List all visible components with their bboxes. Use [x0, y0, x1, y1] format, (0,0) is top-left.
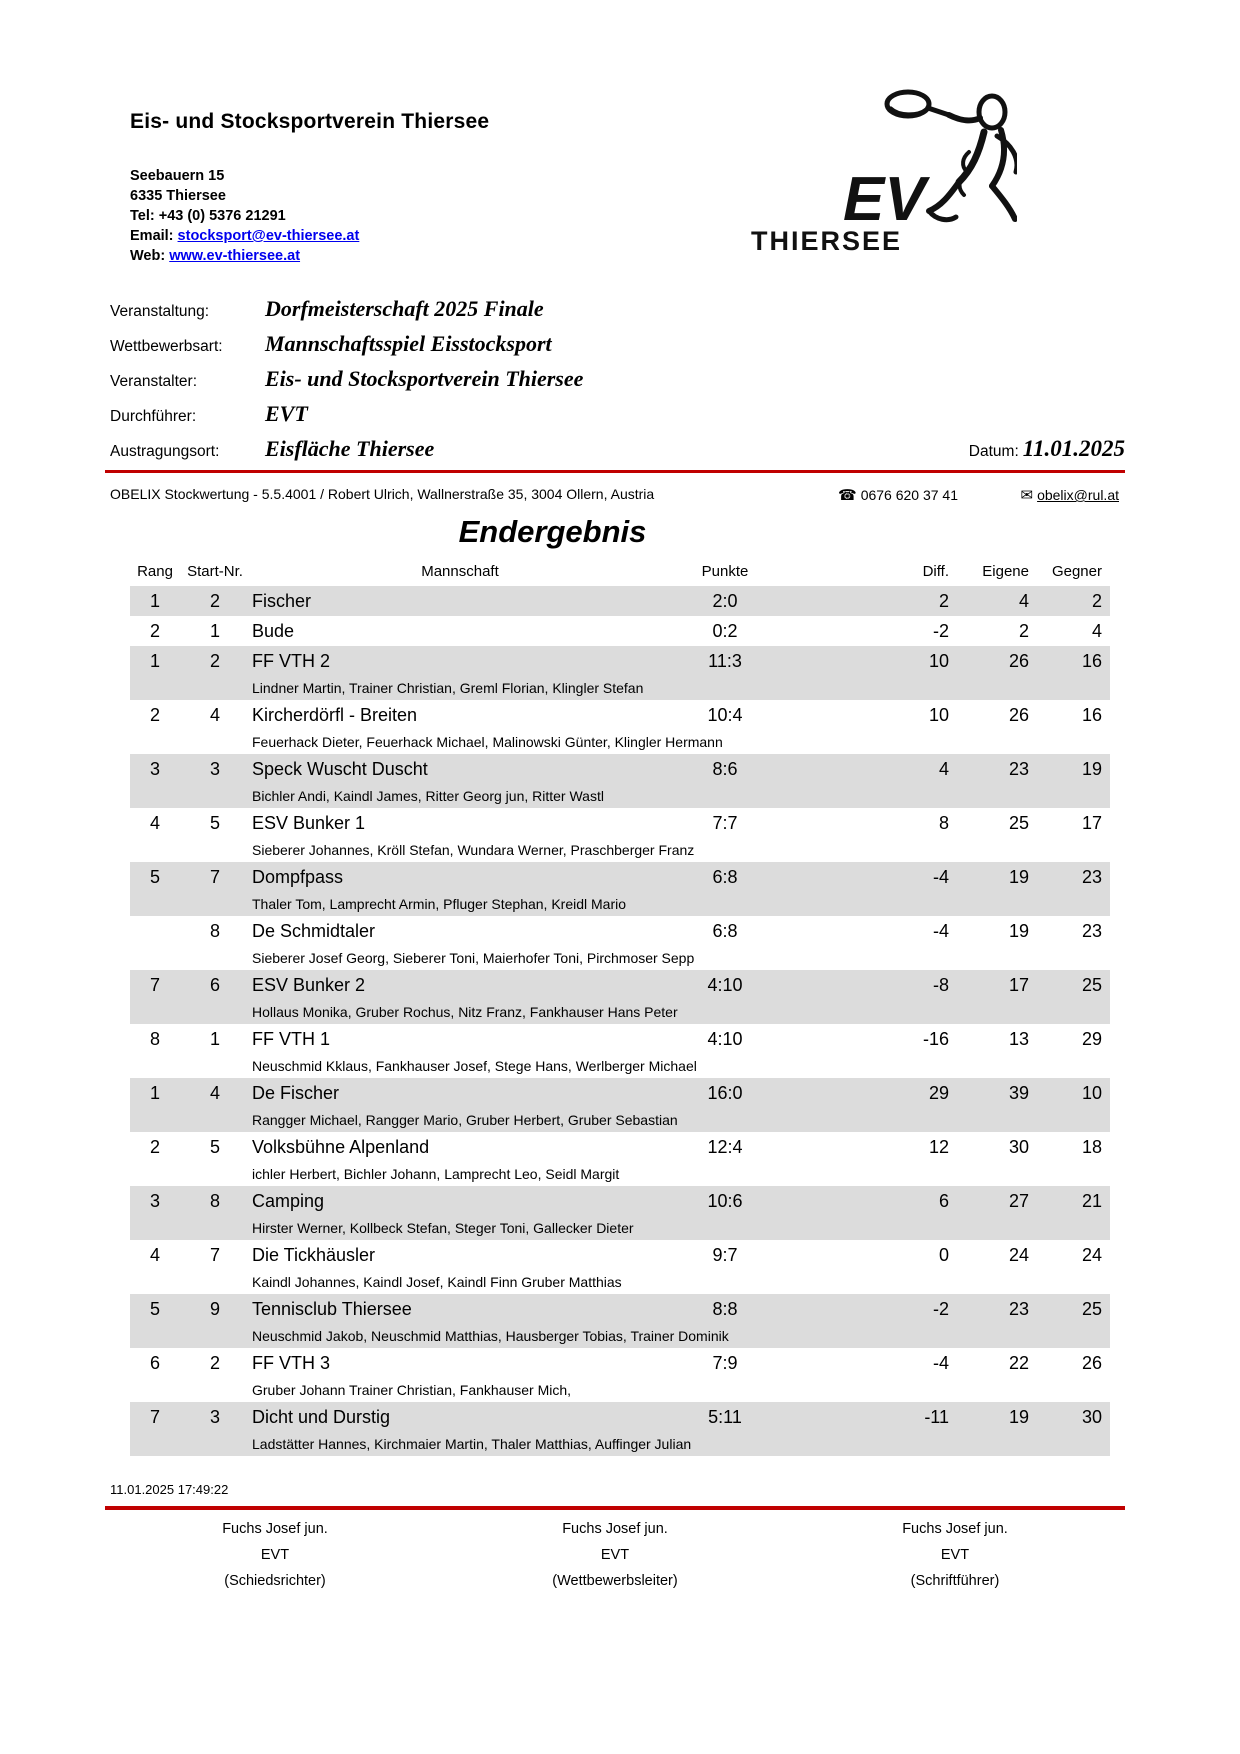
cell-team: Dicht und Durstig	[252, 1407, 391, 1427]
cell-rang: 2	[149, 621, 160, 641]
cell-eigene: 19	[1008, 921, 1029, 941]
signature-org: EVT	[260, 1547, 290, 1563]
signature-role: (Wettbewerbsleiter)	[552, 1573, 678, 1589]
address-city: 6335 Thiersee	[130, 188, 226, 204]
cell-eigene: 23	[1008, 759, 1029, 779]
table-row	[130, 1294, 1110, 1348]
cell-start: 2	[209, 591, 220, 611]
cell-start: 8	[209, 1191, 220, 1211]
club-web-link[interactable]: www.ev-thiersee.at	[169, 248, 301, 264]
cell-punkte: 11:3	[708, 651, 742, 671]
cell-diff: -11	[924, 1407, 949, 1427]
cell-start: 7	[209, 867, 220, 887]
signature-row	[105, 1516, 1125, 1594]
cell-eigene: 2	[1018, 621, 1029, 641]
signature-competition-leader	[445, 1516, 785, 1594]
cell-rang: 1	[149, 1083, 160, 1103]
club-address	[130, 166, 359, 266]
cell-gegner: 4	[1091, 621, 1102, 641]
event-value: Dorfmeisterschaft 2025 Finale	[265, 296, 544, 321]
cell-gegner: 19	[1081, 759, 1102, 779]
cell-gegner: 18	[1081, 1137, 1102, 1157]
cell-start: 3	[209, 759, 220, 779]
table-row	[130, 616, 1110, 646]
address-email-line	[130, 226, 359, 246]
cell-gegner: 17	[1081, 813, 1102, 833]
players-line: Sieberer Johannes, Kröll Stefan, Wundara Werner, Praschberger Franz	[252, 842, 695, 858]
cell-start: 9	[209, 1299, 220, 1319]
cell-eigene: 26	[1008, 651, 1029, 671]
cell-rang: 4	[149, 813, 160, 833]
cell-rang: 2	[149, 705, 160, 725]
players-line: Thaler Tom, Lamprecht Armin, Pfluger Stephan, Kreidl Mario	[252, 896, 627, 912]
cell-team: Speck Wuscht Duscht	[252, 759, 428, 779]
event-date	[969, 436, 1125, 471]
cell-rang: 5	[149, 867, 160, 887]
cell-eigene: 24	[1008, 1245, 1029, 1265]
cell-diff: 8	[938, 813, 949, 833]
email-label: Email:	[130, 228, 174, 244]
players-line: Rangger Michael, Rangger Mario, Gruber Herbert, Gruber Sebastian	[252, 1112, 678, 1128]
table-row	[130, 1024, 1110, 1078]
cell-rang: 6	[149, 1353, 160, 1373]
cell-punkte: 8:8	[712, 1299, 738, 1319]
cell-eigene: 19	[1008, 867, 1029, 887]
table-header-row	[130, 557, 1110, 586]
players-line: Hollaus Monika, Gruber Rochus, Nitz Franz, Fankhauser Hans Peter	[252, 1004, 678, 1020]
event-label: Wettbewerbsart:	[110, 338, 223, 355]
event-row	[110, 366, 1125, 401]
cell-eigene: 22	[1008, 1353, 1029, 1373]
software-line	[110, 486, 1123, 502]
cell-rang: 7	[149, 1407, 160, 1427]
cell-diff: -2	[932, 621, 949, 641]
table-row	[130, 808, 1110, 862]
date-value: 11.01.2025	[1022, 436, 1125, 461]
cell-team: Die Tickhäusler	[252, 1245, 376, 1265]
col-header-eigene: Eigene	[982, 563, 1029, 580]
players-line: Hirster Werner, Kollbeck Stefan, Steger Toni, Gallecker Dieter	[252, 1220, 634, 1236]
cell-diff: -2	[932, 1299, 949, 1319]
players-line: Lindner Martin, Trainer Christian, Greml Florian, Klingler Stefan	[252, 680, 644, 696]
results-title: Endergebnis	[458, 514, 647, 549]
cell-start: 8	[209, 921, 220, 941]
cell-start: 6	[209, 975, 220, 995]
signature-name: Fuchs Josef jun.	[562, 1521, 668, 1537]
cell-punkte: 16:0	[707, 1083, 743, 1103]
cell-gegner: 23	[1081, 921, 1102, 941]
cell-diff: -16	[922, 1029, 949, 1049]
signature-org: EVT	[940, 1547, 970, 1563]
cell-start: 5	[209, 813, 220, 833]
cell-team: Dompfpass	[252, 867, 344, 887]
table-row	[130, 1132, 1110, 1186]
signature-secretary	[785, 1516, 1125, 1594]
table-row	[130, 916, 1110, 970]
cell-rang: 8	[149, 1029, 160, 1049]
cell-team: Tennisclub Thiersee	[252, 1299, 412, 1319]
col-header-gegner: Gegner	[1051, 563, 1102, 580]
cell-rang: 1	[149, 591, 160, 611]
cell-rang: 2	[149, 1137, 160, 1157]
signature-name: Fuchs Josef jun.	[222, 1521, 328, 1537]
cell-eigene: 23	[1008, 1299, 1029, 1319]
envelope-icon: ✉	[1020, 487, 1034, 504]
event-label: Veranstalter:	[110, 373, 198, 390]
cell-punkte: 7:9	[712, 1353, 738, 1373]
cell-team: ESV Bunker 2	[252, 975, 366, 995]
event-value: EVT	[265, 401, 308, 426]
cell-eigene: 25	[1008, 813, 1029, 833]
cell-punkte: 6:8	[712, 867, 738, 887]
cell-eigene: 19	[1008, 1407, 1029, 1427]
players-line: Feuerhack Dieter, Feuerhack Michael, Malinowski Günter, Klingler Hermann	[252, 734, 723, 750]
cell-team: De Fischer	[252, 1083, 340, 1103]
cell-gegner: 21	[1081, 1191, 1102, 1211]
cell-gegner: 24	[1081, 1245, 1102, 1265]
cell-start: 5	[209, 1137, 220, 1157]
stock-thrower-icon	[745, 74, 1017, 258]
players-line: Kaindl Johannes, Kaindl Josef, Kaindl Finn Gruber Matthias	[252, 1274, 622, 1290]
event-row	[110, 401, 1125, 436]
software-credit: OBELIX Stockwertung - 5.5.4001 / Robert Ulrich, Wallnerstraße 35, 3004 Ollern, Austria	[110, 486, 655, 502]
software-phone	[838, 486, 958, 504]
cell-diff: -8	[932, 975, 949, 995]
table-row	[130, 586, 1110, 616]
table-row	[130, 754, 1110, 808]
players-line: ichler Herbert, Bichler Johann, Lamprecht Leo, Seidl Margit	[252, 1166, 620, 1182]
cell-diff: -4	[932, 921, 949, 941]
cell-eigene: 26	[1008, 705, 1029, 725]
cell-start: 1	[209, 621, 220, 641]
software-email	[1021, 486, 1120, 504]
signature-role: (Schriftführer)	[910, 1573, 1000, 1589]
cell-gegner: 30	[1081, 1407, 1102, 1427]
players-line: Neuschmid Jakob, Neuschmid Matthias, Hausberger Tobias, Trainer Dominik	[252, 1328, 729, 1344]
signature-name: Fuchs Josef jun.	[902, 1521, 1008, 1537]
cell-diff: 0	[938, 1245, 949, 1265]
table-row	[130, 862, 1110, 916]
cell-diff: -4	[932, 1353, 949, 1373]
cell-diff: 10	[928, 651, 949, 671]
cell-team: Volksbühne Alpenland	[252, 1137, 430, 1157]
print-timestamp: 11.01.2025 17:49:22	[110, 1482, 229, 1497]
cell-start: 7	[209, 1245, 220, 1265]
cell-rang: 7	[149, 975, 160, 995]
cell-start: 2	[209, 1353, 220, 1373]
cell-diff: -4	[932, 867, 949, 887]
cell-start: 4	[209, 705, 220, 725]
club-logo	[745, 74, 1017, 258]
cell-eigene: 39	[1008, 1083, 1029, 1103]
cell-gegner: 25	[1081, 975, 1102, 995]
cell-gegner: 2	[1091, 591, 1102, 611]
cell-team: Fischer	[252, 591, 312, 611]
cell-diff: 12	[928, 1137, 949, 1157]
cell-team: Kircherdörfl - Breiten	[252, 705, 418, 725]
table-row	[130, 1078, 1110, 1132]
cell-punkte: 0:2	[712, 621, 738, 641]
cell-eigene: 27	[1008, 1191, 1029, 1211]
logo-ev-text: EV	[843, 165, 926, 234]
cell-team: ESV Bunker 1	[252, 813, 366, 833]
signature-org: EVT	[600, 1547, 630, 1563]
event-row	[110, 296, 1125, 331]
address-phone: Tel: +43 (0) 5376 21291	[130, 208, 286, 224]
table-row	[130, 700, 1110, 754]
cell-punkte: 10:6	[707, 1191, 743, 1211]
signature-role: (Schiedsrichter)	[224, 1573, 326, 1589]
signature-referee	[105, 1516, 445, 1594]
col-header-punkte: Punkte	[701, 563, 749, 580]
cell-eigene: 30	[1008, 1137, 1029, 1157]
cell-punkte: 4:10	[707, 975, 743, 995]
event-label: Durchführer:	[110, 408, 197, 425]
cell-punkte: 6:8	[712, 921, 738, 941]
logo-thiersee-text: THIERSEE	[751, 226, 903, 256]
cell-punkte: 8:6	[712, 759, 738, 779]
club-name: Eis- und Stocksportverein Thiersee	[130, 110, 490, 133]
cell-gegner: 25	[1081, 1299, 1102, 1319]
cell-punkte: 12:4	[707, 1137, 743, 1157]
software-phone-number: 0676 620 37 41	[860, 487, 959, 503]
table-row	[130, 970, 1110, 1024]
cell-team: FF VTH 1	[252, 1029, 331, 1049]
cell-gegner: 29	[1081, 1029, 1102, 1049]
cell-team: Camping	[252, 1191, 325, 1211]
players-line: Gruber Johann Trainer Christian, Fankhauser Mich,	[252, 1382, 572, 1398]
event-row	[110, 331, 1125, 366]
cell-diff: 10	[928, 705, 949, 725]
bottom-rule	[105, 1506, 1125, 1510]
cell-eigene: 4	[1018, 591, 1029, 611]
cell-team: De Schmidtaler	[252, 921, 376, 941]
software-email-link[interactable]: obelix@rul.at	[1037, 487, 1119, 503]
cell-rang: 1	[149, 651, 160, 671]
cell-eigene: 17	[1008, 975, 1029, 995]
event-info	[110, 296, 1125, 471]
cell-team: Bude	[252, 621, 295, 641]
cell-gegner: 10	[1081, 1083, 1102, 1103]
address-street: Seebauern 15	[130, 168, 225, 184]
event-label: Austragungsort:	[110, 443, 220, 460]
table-row	[130, 1402, 1110, 1456]
results-table	[130, 557, 1110, 1456]
table-row	[130, 1348, 1110, 1402]
col-header-diff: Diff.	[922, 563, 949, 580]
cell-punkte: 4:10	[707, 1029, 743, 1049]
cell-diff: 6	[938, 1191, 949, 1211]
telephone-icon: ☎	[838, 487, 857, 504]
cell-punkte: 10:4	[707, 705, 743, 725]
cell-team: FF VTH 3	[252, 1353, 331, 1373]
web-label: Web:	[130, 248, 166, 264]
date-label: Datum:	[968, 443, 1019, 460]
cell-rang: 3	[149, 759, 160, 779]
players-line: Sieberer Josef Georg, Sieberer Toni, Maierhofer Toni, Pirchmoser Sepp	[252, 950, 695, 966]
cell-diff: 2	[938, 591, 949, 611]
cell-rang: 3	[149, 1191, 160, 1211]
event-value: Eisfläche Thiersee	[265, 436, 435, 461]
cell-rang: 5	[149, 1299, 160, 1319]
event-value: Eis- und Stocksportverein Thiersee	[265, 366, 584, 391]
top-rule	[105, 470, 1125, 473]
cell-punkte: 5:11	[708, 1407, 742, 1427]
players-line: Ladstätter Hannes, Kirchmaier Martin, Thaler Matthias, Auffinger Julian	[252, 1436, 692, 1452]
cell-punkte: 2:0	[712, 591, 738, 611]
results-table-body	[130, 586, 1110, 1456]
cell-start: 2	[209, 651, 220, 671]
address-web-line	[130, 246, 359, 266]
cell-punkte: 9:7	[712, 1245, 738, 1265]
col-header-start-nr: Start-Nr.	[187, 563, 243, 580]
cell-rang: 4	[149, 1245, 160, 1265]
col-header-rang: Rang	[137, 563, 173, 580]
cell-gegner: 26	[1081, 1353, 1102, 1373]
col-header-mannschaft: Mannschaft	[421, 563, 499, 580]
cell-gegner: 16	[1081, 651, 1102, 671]
players-line: Bichler Andi, Kaindl James, Ritter Georg jun, Ritter Wastl	[252, 788, 604, 804]
cell-diff: 4	[938, 759, 949, 779]
table-row	[130, 1240, 1110, 1294]
cell-gegner: 23	[1081, 867, 1102, 887]
event-label: Veranstaltung:	[110, 303, 210, 320]
cell-eigene: 13	[1008, 1029, 1029, 1049]
cell-start: 1	[209, 1029, 220, 1049]
cell-gegner: 16	[1081, 705, 1102, 725]
players-line: Neuschmid Kklaus, Fankhauser Josef, Stege Hans, Werlberger Michael	[252, 1058, 697, 1074]
club-email-link[interactable]: stocksport@ev-thiersee.at	[177, 228, 360, 244]
table-row	[130, 1186, 1110, 1240]
cell-start: 3	[209, 1407, 220, 1427]
table-row	[130, 646, 1110, 700]
cell-diff: 29	[928, 1083, 949, 1103]
event-value: Mannschaftsspiel Eisstocksport	[265, 331, 552, 356]
cell-start: 4	[209, 1083, 220, 1103]
cell-team: FF VTH 2	[252, 651, 331, 671]
cell-punkte: 7:7	[712, 813, 738, 833]
